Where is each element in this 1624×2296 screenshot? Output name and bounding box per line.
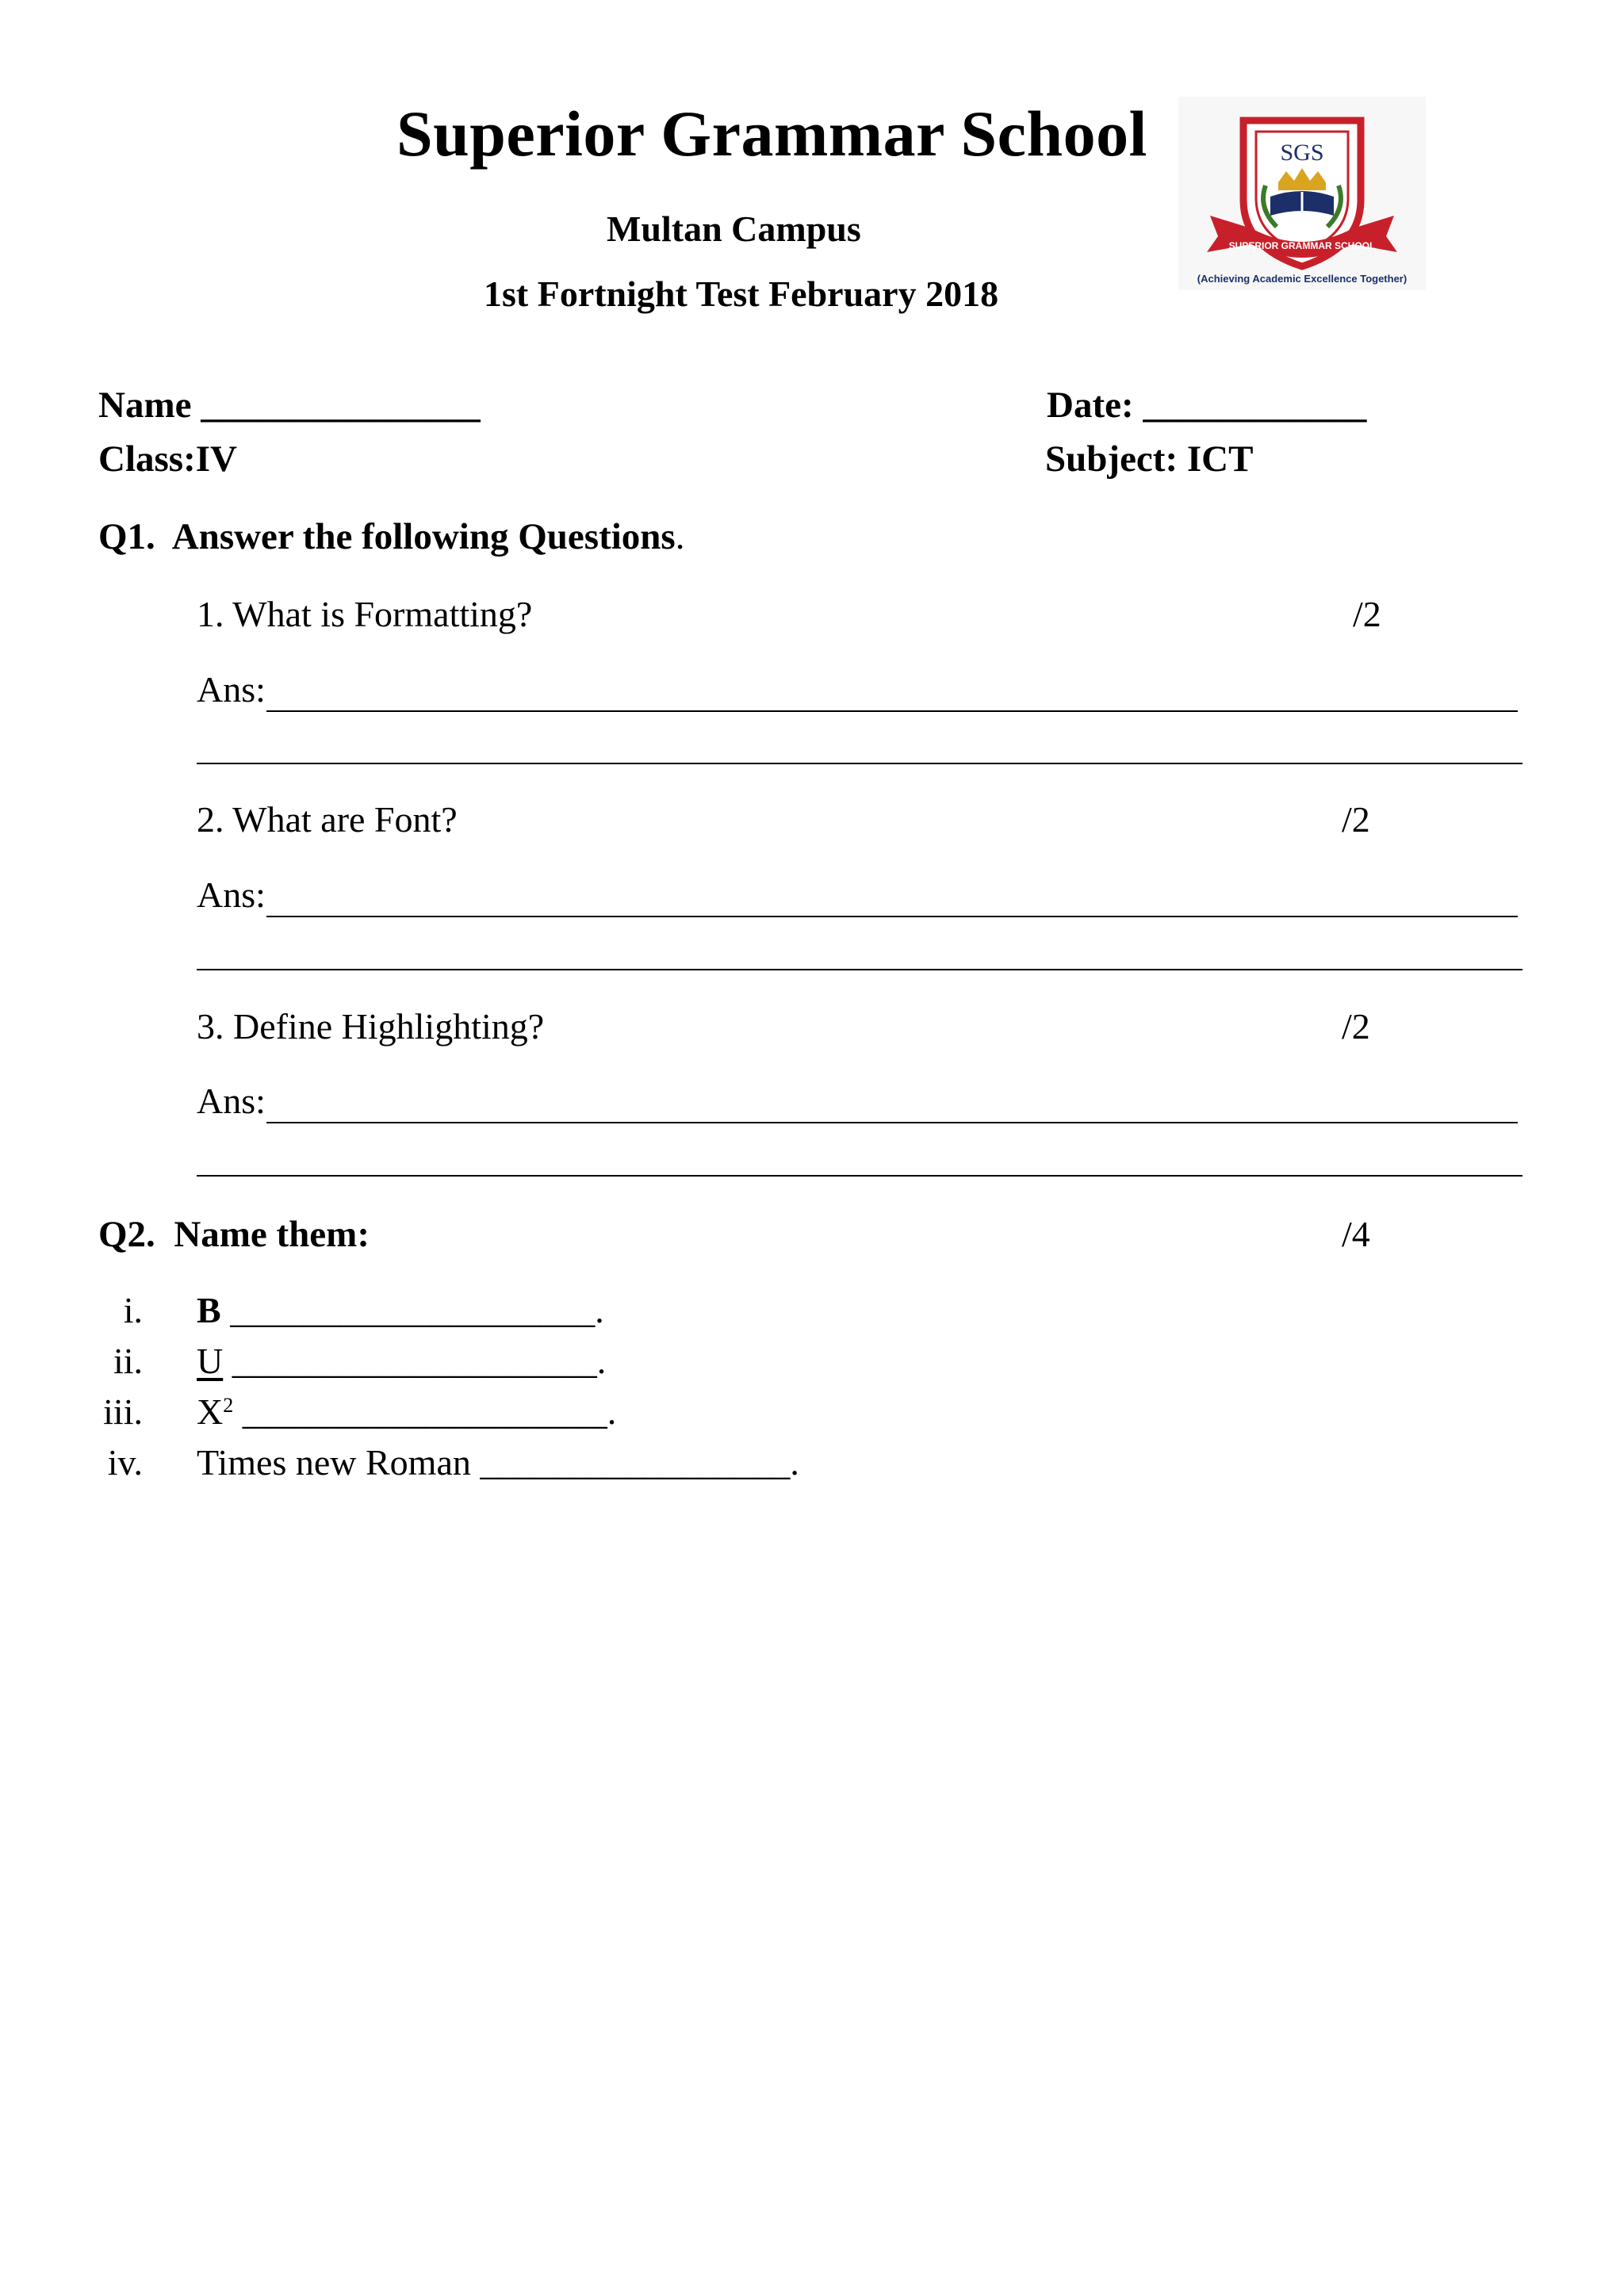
q2-item-4-numeral: iv. — [107, 1442, 143, 1483]
name-blank[interactable]: _______________ — [201, 385, 481, 426]
logo-label: SGS — [1280, 140, 1324, 166]
logo-motto: (Achieving Academic Excellence Together) — [1197, 273, 1408, 285]
q1-item-3-answer-line-2[interactable] — [197, 1175, 1522, 1177]
q1-item-1-ans-label: Ans: — [197, 669, 266, 710]
q1-item-3-marks: /2 — [1342, 1006, 1370, 1047]
underline-term: U — [197, 1341, 224, 1381]
class-label: Class: — [98, 438, 196, 480]
bold-term: B — [197, 1290, 221, 1330]
q2-item-4 — [197, 1441, 799, 1483]
q1-item-2-ans-label: Ans: — [197, 874, 266, 915]
class-field — [98, 438, 237, 480]
q1-item-3-answer-line-1[interactable] — [266, 1122, 1518, 1123]
q1-number: Q1. — [98, 516, 155, 557]
q1-item-3-text: 3. Define Highlighting? — [197, 1006, 545, 1047]
q2-item-1 — [197, 1289, 604, 1331]
q2-heading — [98, 1213, 370, 1256]
q1-item-2-marks: /2 — [1342, 799, 1370, 840]
subject-field — [1045, 438, 1253, 480]
q2-item-1-blank[interactable]: ____________________. — [230, 1290, 604, 1330]
q2-item-3-numeral: iii. — [103, 1391, 143, 1432]
q1-item-2-answer-line-2[interactable] — [197, 969, 1522, 970]
school-logo — [1178, 97, 1426, 290]
q1-item-2-answer-line-1[interactable] — [266, 916, 1518, 917]
q2-item-2 — [197, 1340, 606, 1382]
q2-item-2-blank[interactable]: ____________________. — [232, 1341, 607, 1381]
campus-name: Multan Campus — [607, 209, 861, 249]
q1-item-3-ans-label: Ans: — [197, 1081, 266, 1121]
q2-number: Q2. — [98, 1214, 155, 1255]
superscript-term: $X^2$ — [197, 1391, 234, 1432]
subject-value: ICT — [1186, 438, 1254, 480]
name-label: Name — [98, 385, 192, 426]
q2-item-3 — [197, 1391, 616, 1433]
date-label: Date: — [1047, 385, 1134, 426]
school-crest-icon — [1178, 97, 1426, 290]
class-value: IV — [195, 438, 237, 480]
subject-label: Subject: — [1045, 438, 1178, 480]
q1-item-1-answer-line-1[interactable] — [266, 710, 1518, 712]
q1-title-suffix: . — [675, 516, 685, 557]
q2-item-2-numeral: ii. — [113, 1341, 143, 1381]
q1-item-1-marks: /2 — [1353, 594, 1381, 634]
q2-marks: /4 — [1342, 1214, 1370, 1254]
test-title: 1st Fortnight Test February 2018 — [484, 274, 999, 314]
q2-item-4-blank[interactable]: _________________. — [480, 1442, 799, 1483]
q1-heading — [98, 515, 684, 558]
q1-item-1-answer-line-2[interactable] — [197, 763, 1522, 764]
q1-item-1-text: 1. What is Formatting? — [197, 594, 533, 634]
school-name: Superior Grammar School — [396, 98, 1147, 170]
font-name-term: Times new Roman — [197, 1442, 471, 1483]
date-blank[interactable]: ____________ — [1143, 385, 1367, 426]
q1-item-2-text: 2. What are Font? — [197, 799, 458, 840]
q2-item-3-blank[interactable]: ____________________. — [242, 1391, 617, 1432]
q1-title: Answer the following Questions — [171, 516, 676, 557]
q2-title: Name them: — [174, 1214, 370, 1255]
logo-banner-text: SUPERIOR GRAMMAR SCHOOL — [1228, 240, 1376, 251]
name-field — [98, 384, 481, 427]
date-field — [1047, 384, 1366, 427]
q2-item-1-numeral: i. — [123, 1290, 143, 1330]
